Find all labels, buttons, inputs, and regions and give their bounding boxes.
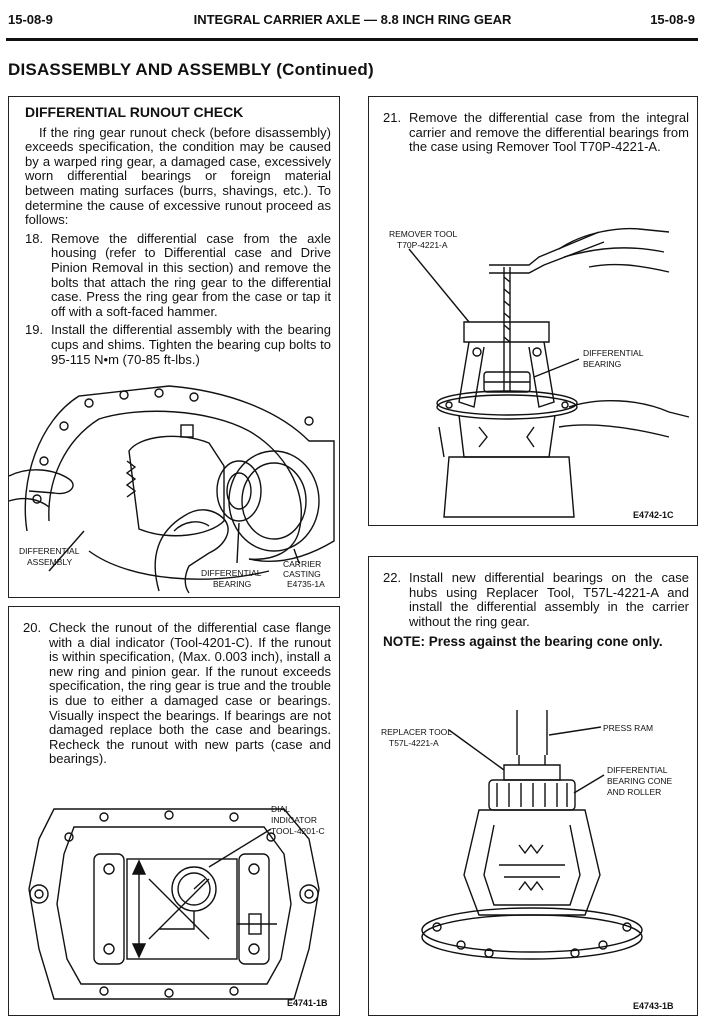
step-22: [383, 571, 689, 629]
label-cone-2: BEARING CONE: [607, 776, 673, 786]
label-remover-2: T70P-4221-A: [397, 240, 448, 250]
label-diff-bearing-2: BEARING: [213, 579, 252, 589]
figure-id: E4742-1C: [633, 510, 674, 520]
figure-labels: [389, 229, 674, 520]
figure-labels: [271, 804, 328, 1008]
intro-paragraph: If the ring gear runout check (before disassembly) exceeds specification, the condition may be caused by a warped ring gear, a damaged case, excessively worn differential bearings or foreign material between mating surfaces (burrs, shavings, etc.). To determine the cause of excessive runout proceed as follows:: [25, 124, 331, 228]
step-21: [383, 111, 689, 155]
figure-id: E4741-1B: [287, 998, 328, 1008]
step-number: 21.: [383, 110, 402, 125]
page-number-right: 15-08-9: [650, 12, 695, 27]
figure-id: E4735-1A: [287, 579, 325, 589]
label-diff-assembly-2: ASSEMBLY: [27, 557, 73, 567]
figure-id: E4743-1B: [633, 1001, 674, 1011]
runout-check-box: [8, 96, 340, 598]
step-number: 19.: [25, 322, 44, 338]
step-19: [25, 323, 331, 367]
label-carrier-1: CARRIER: [283, 559, 322, 569]
note: NOTE: Press against the bearing cone only.: [383, 634, 663, 650]
label-replacer-1: REPLACER TOOL: [381, 727, 453, 737]
label-diff-bearing-1: DIFFERENTIAL: [201, 568, 262, 578]
label-dial-1: DIAL: [271, 804, 290, 814]
differential-assembly-illustration: [9, 381, 339, 596]
bearing-removal-box: [368, 96, 698, 526]
step-text: Remove the differential case from the integral carrier and remove the differential bearings from the case using Remover Tool T70P-4221-A.: [409, 110, 689, 155]
step-text: Install new differential bearings on the case hubs using Replacer Tool, T57L-4221-A and install the differential assembly in the carrier without the ring gear.: [409, 570, 689, 629]
step-number: 22.: [383, 570, 402, 585]
label-press-ram: PRESS RAM: [603, 723, 654, 733]
replacer-tool-illustration: [369, 705, 697, 1013]
label-dial-3: TOOL-4201-C: [271, 826, 325, 836]
step-20: [23, 621, 331, 767]
header-rule: [6, 38, 698, 41]
page-header: [0, 6, 705, 36]
label-dial-2: INDICATOR: [271, 815, 317, 825]
label-carrier-2: CASTING: [283, 569, 321, 579]
box-title: DIFFERENTIAL RUNOUT CHECK: [25, 104, 244, 120]
dial-indicator-box: [8, 606, 340, 1016]
remover-tool-illustration: [369, 227, 697, 523]
bearing-install-box: [368, 556, 698, 1016]
label-bearing-2: BEARING: [583, 359, 622, 369]
step-text: Check the runout of the differential case flange with a dial indicator (Tool-4201-C). If the runout is within specification, (Max. 0.003 inch), install a new ring and pinion gear. If the runout exceeds specification, the ring gear is true and the trouble is due to either a damaged case or bearings. Visually inspect the bearings. If bearings are not damaged replace both the case and bearings. Recheck the runout with new parts (case and bearings).: [49, 620, 331, 767]
step-number: 20.: [23, 620, 42, 635]
step-text: Install the differential assembly with the bearing cups and shims. Tighten the bearing cup bolts to 95-115 N•m (70-85 ft-lbs.): [51, 322, 331, 367]
page-number-left: 15-08-9: [8, 12, 53, 27]
step-text: Remove the differential case from the axle housing (refer to Differential case and Drive Pinion Removal in this section) and remove the bolts that attach the ring gear to the differential case. Press the ring gear from the case or tap it off with a soft-faced hammer.: [51, 230, 331, 319]
label-diff-assembly-1: DIFFERENTIAL: [19, 546, 80, 556]
step-number: 18.: [25, 230, 44, 246]
running-title: INTEGRAL CARRIER AXLE — 8.8 INCH RING GEAR: [193, 12, 512, 27]
label-cone-1: DIFFERENTIAL: [607, 765, 668, 775]
label-cone-3: AND ROLLER: [607, 787, 662, 797]
label-replacer-2: T57L-4221-A: [389, 738, 439, 748]
label-bearing-1: DIFFERENTIAL: [583, 348, 644, 358]
section-title: DISASSEMBLY AND ASSEMBLY (Continued): [8, 60, 374, 79]
figure-labels: [381, 723, 674, 1011]
figure-labels: [19, 546, 325, 589]
step-18: [25, 232, 331, 320]
label-remover-1: REMOVER TOOL: [389, 229, 458, 239]
dial-indicator-illustration: [9, 799, 339, 1014]
